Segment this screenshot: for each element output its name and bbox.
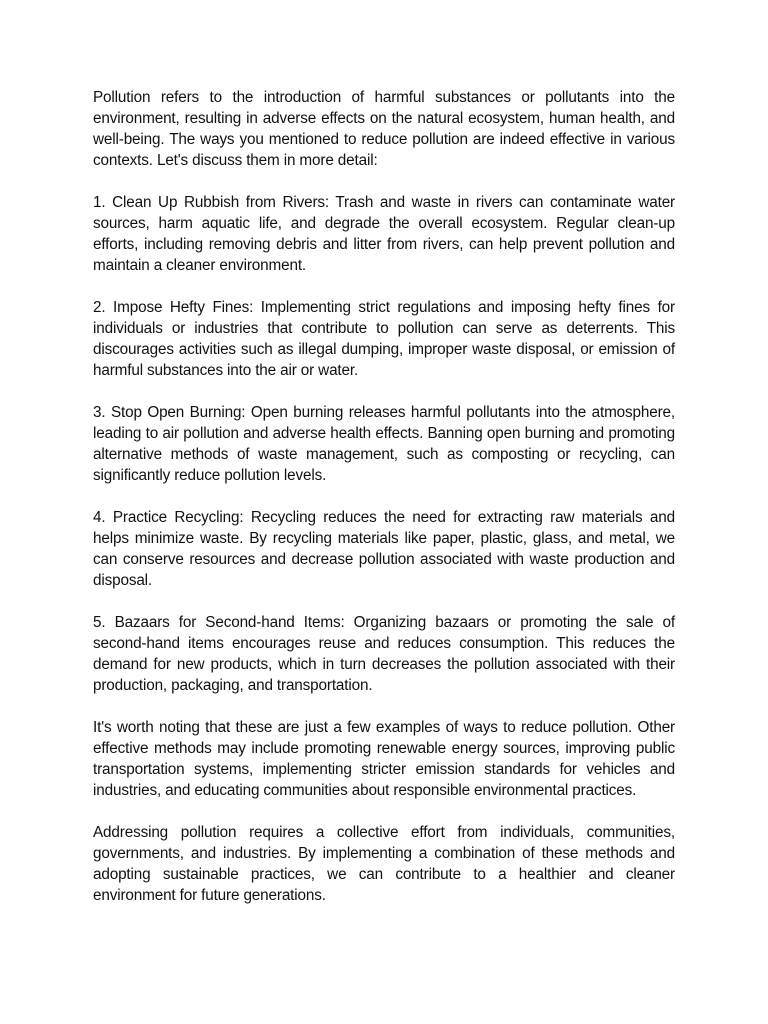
conclusion-paragraph: Addressing pollution requires a collective effort from individuals, communities, governments, and industries. By implementing a combination of these methods and adopting sustainable practices, we can contribute to a healthier and cleaner environment for future generations. (93, 824, 675, 904)
other-methods-paragraph: It's worth noting that these are just a few examples of ways to reduce pollution. Other effective methods may include promoting renewable energy sources, improving public transportation systems, implementing stricter emission standards for vehicles and industries, and educating communities about responsible environmental practices. (93, 719, 675, 799)
document-body (93, 87, 675, 906)
list-item-stop-open-burning: 3. Stop Open Burning: Open burning releases harmful pollutants into the atmosphere, leading to air pollution and adverse health effects. Banning open burning and promoting alternative methods of waste management, such as composting or recycling, can significantly reduce pollution levels. (93, 404, 675, 484)
list-item-second-hand-bazaars: 5. Bazaars for Second-hand Items: Organizing bazaars or promoting the sale of second-hand items encourages reuse and reduces consumption. This reduces the demand for new products, which in turn decreases the pollution associated with their production, packaging, and transportation. (93, 614, 675, 694)
list-item-recycling: 4. Practice Recycling: Recycling reduces the need for extracting raw materials and helps minimize waste. By recycling materials like paper, plastic, glass, and metal, we can conserve resources and decrease pollution associated with waste production and disposal. (93, 509, 675, 589)
list-item-hefty-fines: 2. Impose Hefty Fines: Implementing strict regulations and imposing hefty fines for individuals or industries that contribute to pollution can serve as deterrents. This discourages activities such as illegal dumping, improper waste disposal, or emission of harmful substances into the air or water. (93, 299, 675, 379)
intro-paragraph: Pollution refers to the introduction of harmful substances or pollutants into the environment, resulting in adverse effects on the natural ecosystem, human health, and well-being. The ways you mentioned to reduce pollution are indeed effective in various contexts. Let's discuss them in more detail: (93, 89, 675, 169)
list-item-clean-up-rivers: 1. Clean Up Rubbish from Rivers: Trash and waste in rivers can contaminate water sources, harm aquatic life, and degrade the overall ecosystem. Regular clean-up efforts, including removing debris and litter from rivers, can help prevent pollution and maintain a cleaner environment. (93, 194, 675, 274)
